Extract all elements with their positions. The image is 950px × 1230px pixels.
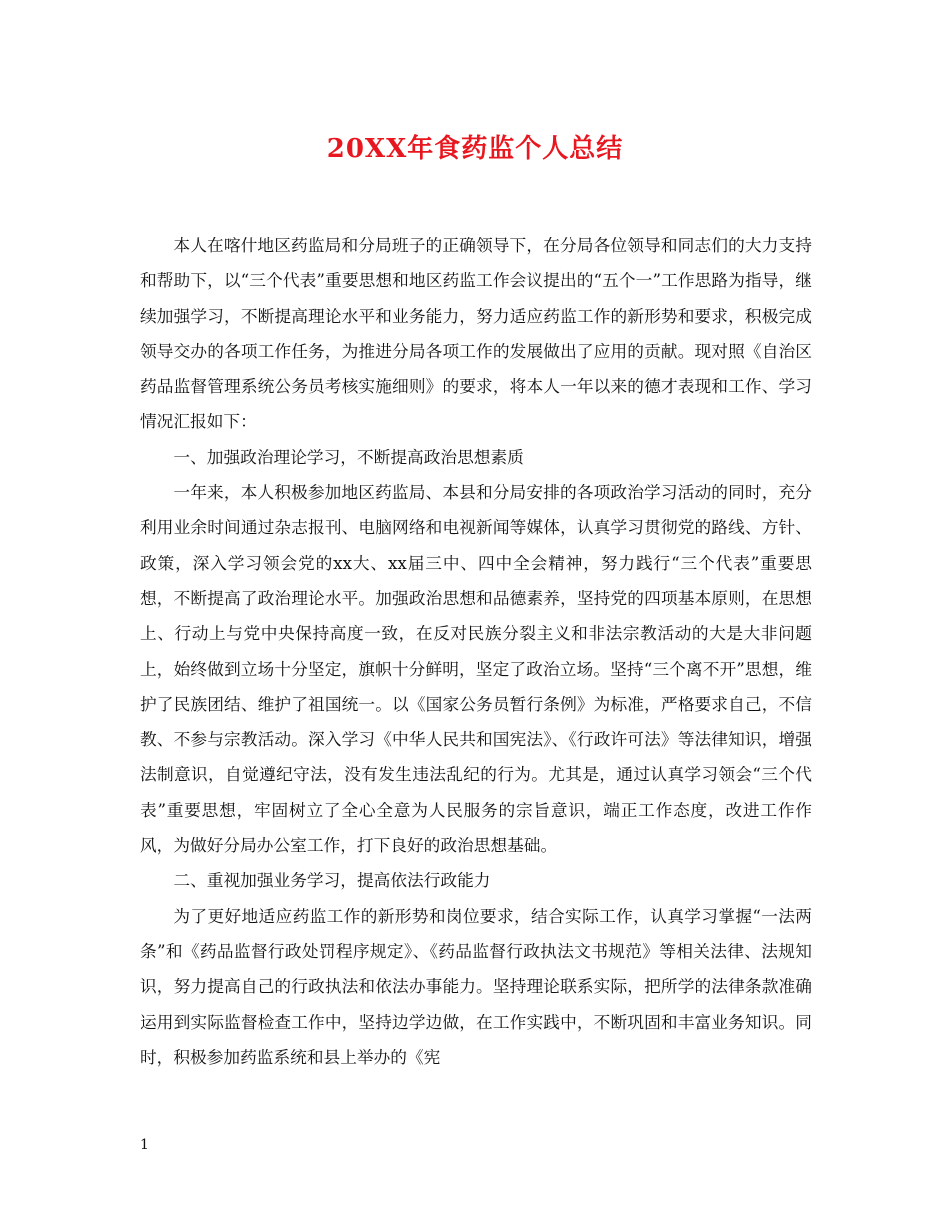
section-heading-1: 一、加强政治理论学习，不断提高政治思想素质 — [173, 446, 524, 467]
section-heading-2: 二、重视加强业务学习，提高依法行政能力 — [173, 870, 491, 891]
body-paragraph-1: 一年来，本人积极参加地区药监局、本县和分局安排的各项政治学习活动的同时，充分利用业余时间通过杂志报刊、电脑网络和电视新闻等媒体，认真学习贯彻党的路线、方针、政策，深入学习领会党的xx大、xx届三中、四中全会精神，努力践行“三个代表”重要思想，不断提高了政治理论水平。加强政治思想和品德素养，坚持党的四项基本原则，在思想上、行动上与党中央保持高度一致，在反对民族分裂主义和非法宗教活动的大是大非问题上，始终做到立场十分坚定，旗帜十分鲜明，坚定了政治立场。坚持“三个离不开”思想，维护了民族团结、维护了祖国统一。以《国家公务员暂行条例》为标准，严格要求自己，不信教、不参与宗教活动。深入学习《中华人民共和国宪法》、《行政许可法》等法律知识，增强法制意识，自觉遵纪守法，没有发生违法乱纪的行为。尤其是，通过认真学习领会“三个代表”重要思想，牢固树立了全心全意为人民服务的宗旨意识，端正工作态度，改进工作作风，为做好分局办公室工作，打下良好的政治思想基础。 — [140, 482, 812, 856]
document-title: 20XX年食药监个人总结 — [326, 134, 624, 164]
body-paragraph-intro: 本人在喀什地区药监局和分局班子的正确领导下，在分局各位领导和同志们的大力支持和帮助下，以“三个代表”重要思想和地区药监工作会议提出的“五个一”工作思路为指导，继续加强学习，不断提高理论水平和业务能力，努力适应药监工作的新形势和要求，积极完成领导交办的各项工作任务，为推进分局各项工作的发展做出了应用的贡献。现对照《自治区药品监督管理系统公务员考核实施细则》的要求，将本人一年以来的德才表现和工作、学习情况汇报如下： — [140, 235, 812, 432]
page-number: 1 — [140, 1137, 149, 1153]
document-body — [140, 228, 812, 1075]
body-paragraph-2: 为了更好地适应药监工作的新形势和岗位要求，结合实际工作，认真学习掌握“一法两条”和《药品监督行政处罚程序规定》、《药品监督行政执法文书规范》等相关法律、法规知识，努力提高自己的行政执法和依法办事能力。坚持理论联系实际，把所学的法律条款准确运用到实际监督检查工作中，坚持边学边做，在工作实践中，不断巩固和丰富业务知识。同时，积极参加药监系统和县上举办的《宪 — [140, 905, 812, 1067]
